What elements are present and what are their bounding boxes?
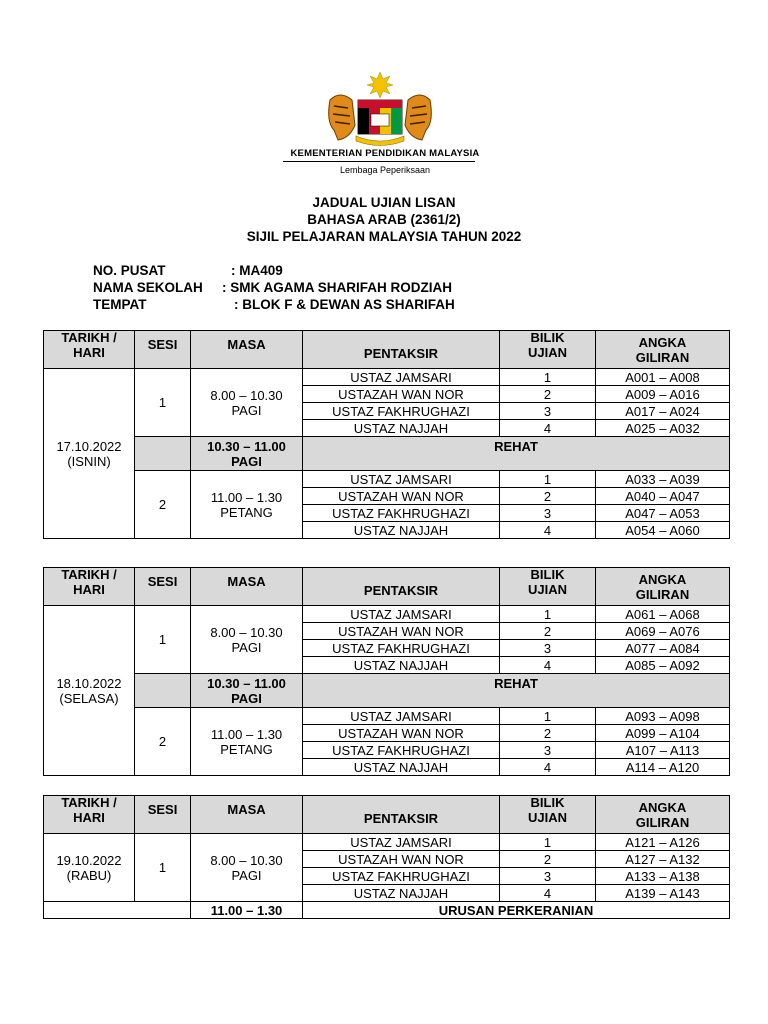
pentaksir-cell: USTAZ NAJJAH <box>303 759 500 776</box>
angka-cell: A047 – A053 <box>596 505 730 522</box>
bilik-cell: 4 <box>500 885 596 902</box>
masa-cell: 11.00 – 1.30 PETANG <box>191 471 303 539</box>
angka-cell: A061 – A068 <box>596 606 730 623</box>
tempat-label: TEMPAT <box>93 297 147 312</box>
col-masa-header: MASA <box>191 568 303 606</box>
pentaksir-cell: USTAZ NAJJAH <box>303 885 500 902</box>
pentaksir-cell: USTAZ JAMSARI <box>303 471 500 488</box>
bilik-cell: 3 <box>500 403 596 420</box>
pentaksir-cell: USTAZ JAMSARI <box>303 369 500 386</box>
pentaksir-cell: USTAZAH WAN NOR <box>303 623 500 640</box>
table-row <box>44 834 730 851</box>
angka-cell: A001 – A008 <box>596 369 730 386</box>
masa-cell: 11.00 – 1.30 PETANG <box>191 708 303 776</box>
bilik-cell: 3 <box>500 868 596 885</box>
bilik-cell: 2 <box>500 386 596 403</box>
bilik-cell: 3 <box>500 742 596 759</box>
col-sesi-header: SESI <box>135 331 191 369</box>
pentaksir-cell: USTAZAH WAN NOR <box>303 386 500 403</box>
date-cell: 17.10.2022 (ISNIN) <box>44 369 135 539</box>
col-sesi-header: SESI <box>135 796 191 834</box>
break-row <box>44 437 730 471</box>
angka-cell: A017 – A024 <box>596 403 730 420</box>
pentaksir-cell: USTAZ NAJJAH <box>303 522 500 539</box>
angka-cell: A139 – A143 <box>596 885 730 902</box>
break-masa-cell: 10.30 – 11.00 PAGI <box>191 674 303 708</box>
bilik-cell: 1 <box>500 471 596 488</box>
date-cell: 19.10.2022 (RABU) <box>44 834 135 902</box>
col-sesi-header: SESI <box>135 568 191 606</box>
pentaksir-cell: USTAZAH WAN NOR <box>303 725 500 742</box>
bilik-cell: 3 <box>500 640 596 657</box>
angka-cell: A025 – A032 <box>596 420 730 437</box>
sesi-cell: 1 <box>135 369 191 437</box>
pentaksir-cell: USTAZ FAKHRUGHAZI <box>303 742 500 759</box>
coat-of-arms-logo <box>300 70 460 148</box>
col-tarikh-header: TARIKH / HARI <box>44 331 135 369</box>
angka-cell: A121 – A126 <box>596 834 730 851</box>
col-pentaksir-header: PENTAKSIR <box>303 331 500 369</box>
table-row <box>44 606 730 623</box>
break-sesi-cell <box>135 674 191 708</box>
col-bilik-header: BILIK UJIAN <box>500 331 596 369</box>
bilik-cell: 1 <box>500 834 596 851</box>
col-angka-header: ANGKA GILIRAN <box>596 568 730 606</box>
angka-cell: A069 – A076 <box>596 623 730 640</box>
break-masa-cell: 10.30 – 11.00 PAGI <box>191 437 303 471</box>
angka-cell: A009 – A016 <box>596 386 730 403</box>
title-line-1: JADUAL UJIAN LISAN <box>312 195 456 210</box>
schedule-table-day-2 <box>43 567 730 776</box>
angka-cell: A054 – A060 <box>596 522 730 539</box>
sesi-cell: 2 <box>135 708 191 776</box>
bilik-cell: 3 <box>500 505 596 522</box>
break-sesi-cell <box>135 437 191 471</box>
col-tarikh-header: TARIKH / HARI <box>44 568 135 606</box>
bilik-cell: 1 <box>500 708 596 725</box>
bilik-cell: 4 <box>500 522 596 539</box>
bilik-cell: 2 <box>500 851 596 868</box>
col-pentaksir-header: PENTAKSIR <box>303 796 500 834</box>
sesi-cell: 2 <box>135 471 191 539</box>
angka-cell: A085 – A092 <box>596 657 730 674</box>
masa-cell: 8.00 – 10.30 PAGI <box>191 606 303 674</box>
pentaksir-cell: USTAZ JAMSARI <box>303 708 500 725</box>
sekolah-value: : SMK AGAMA SHARIFAH RODZIAH <box>222 280 452 295</box>
bilik-cell: 2 <box>500 623 596 640</box>
final-masa-cell: 11.00 – 1.30 <box>191 902 303 919</box>
break-label: REHAT <box>303 437 730 471</box>
board-name: Lembaga Peperiksaan <box>339 165 431 175</box>
angka-cell: A093 – A098 <box>596 708 730 725</box>
pentaksir-cell: USTAZ NAJJAH <box>303 420 500 437</box>
pentaksir-cell: USTAZ JAMSARI <box>303 606 500 623</box>
ministry-divider <box>283 161 475 162</box>
table-header-row <box>44 568 730 606</box>
final-empty-cell <box>44 902 191 919</box>
date-cell: 18.10.2022 (SELASA) <box>44 606 135 776</box>
pentaksir-cell: USTAZ NAJJAH <box>303 657 500 674</box>
angka-cell: A127 – A132 <box>596 851 730 868</box>
table-row <box>44 471 730 488</box>
bilik-cell: 4 <box>500 759 596 776</box>
pentaksir-cell: USTAZ FAKHRUGHAZI <box>303 868 500 885</box>
col-masa-header: MASA <box>191 331 303 369</box>
sesi-cell: 1 <box>135 834 191 902</box>
bilik-cell: 4 <box>500 420 596 437</box>
col-masa-header: MASA <box>191 796 303 834</box>
angka-cell: A107 – A113 <box>596 742 730 759</box>
col-angka-header: ANGKA GILIRAN <box>596 796 730 834</box>
no-pusat-label: NO. PUSAT <box>93 263 166 278</box>
col-angka-header: ANGKA GILIRAN <box>596 331 730 369</box>
final-label: URUSAN PERKERANIAN <box>303 902 730 919</box>
schedule-table-day-1 <box>43 330 730 539</box>
angka-cell: A133 – A138 <box>596 868 730 885</box>
table-header-row <box>44 796 730 834</box>
bilik-cell: 4 <box>500 657 596 674</box>
angka-cell: A099 – A104 <box>596 725 730 742</box>
break-row <box>44 674 730 708</box>
masa-cell: 8.00 – 10.30 PAGI <box>191 834 303 902</box>
col-bilik-header: BILIK UJIAN <box>500 796 596 834</box>
angka-cell: A077 – A084 <box>596 640 730 657</box>
final-row <box>44 902 730 919</box>
pentaksir-cell: USTAZ FAKHRUGHAZI <box>303 403 500 420</box>
pentaksir-cell: USTAZ FAKHRUGHAZI <box>303 505 500 522</box>
bilik-cell: 2 <box>500 725 596 742</box>
sesi-cell: 1 <box>135 606 191 674</box>
angka-cell: A033 – A039 <box>596 471 730 488</box>
table-header-row <box>44 331 730 369</box>
schedule-table-day-3 <box>43 795 730 919</box>
ministry-name: KEMENTERIAN PENDIDIKAN MALAYSIA <box>290 148 480 159</box>
document-titles <box>0 194 768 245</box>
table-row <box>44 708 730 725</box>
pentaksir-cell: USTAZ FAKHRUGHAZI <box>303 640 500 657</box>
col-pentaksir-header: PENTAKSIR <box>303 568 500 606</box>
angka-cell: A114 – A120 <box>596 759 730 776</box>
title-line-3: SIJIL PELAJARAN MALAYSIA TAHUN 2022 <box>246 229 522 244</box>
pentaksir-cell: USTAZAH WAN NOR <box>303 851 500 868</box>
pentaksir-cell: USTAZ JAMSARI <box>303 834 500 851</box>
break-label: REHAT <box>303 674 730 708</box>
bilik-cell: 2 <box>500 488 596 505</box>
angka-cell: A040 – A047 <box>596 488 730 505</box>
no-pusat-value: : MA409 <box>231 263 283 278</box>
bilik-cell: 1 <box>500 606 596 623</box>
title-line-2: BAHASA ARAB (2361/2) <box>307 212 461 227</box>
sekolah-label: NAMA SEKOLAH <box>93 280 203 295</box>
pentaksir-cell: USTAZAH WAN NOR <box>303 488 500 505</box>
tempat-value: : BLOK F & DEWAN AS SHARIFAH <box>234 297 455 312</box>
col-tarikh-header: TARIKH / HARI <box>44 796 135 834</box>
col-bilik-header: BILIK UJIAN <box>500 568 596 606</box>
bilik-cell: 1 <box>500 369 596 386</box>
masa-cell: 8.00 – 10.30 PAGI <box>191 369 303 437</box>
table-row <box>44 369 730 386</box>
